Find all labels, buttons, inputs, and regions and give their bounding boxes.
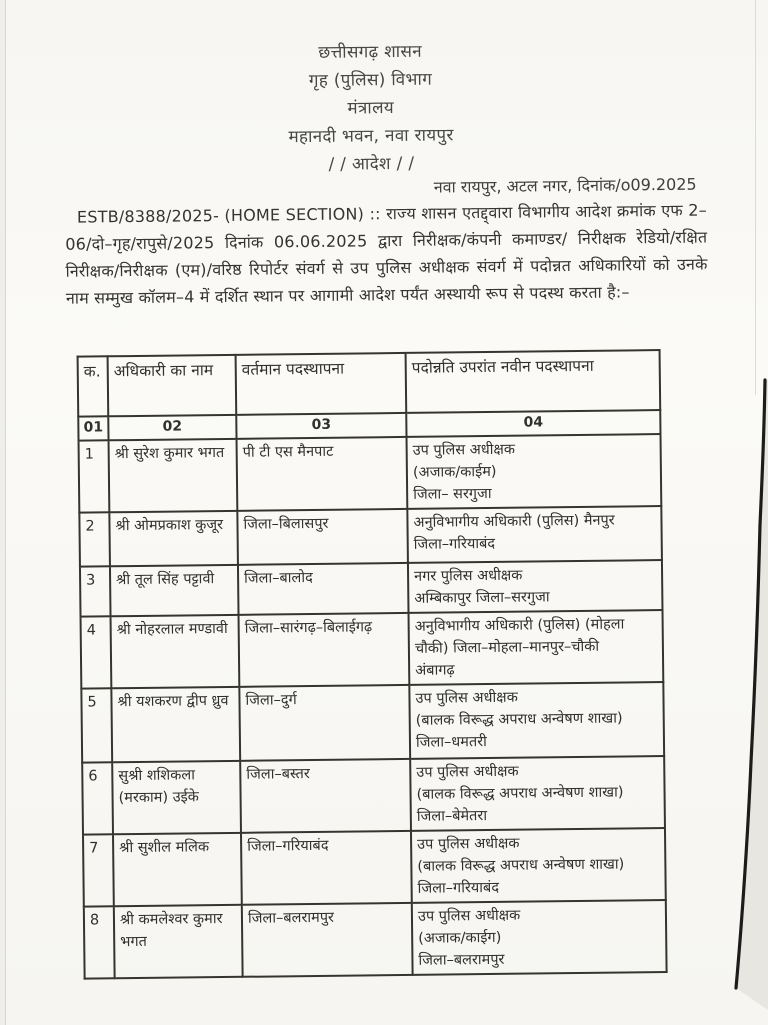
- officers-table: [77, 349, 668, 980]
- header-officer-name: अधिकारी का नाम: [108, 355, 237, 416]
- cell-serial: 6: [82, 762, 113, 834]
- cell-serial: 7: [83, 834, 114, 906]
- table-row: [84, 900, 667, 979]
- cell-serial: 2: [79, 512, 110, 566]
- order-body-paragraph: ESTB/8388/2025- (HOME SECTION) :: राज्य शासन एतद्द्वारा विभागीय आदेश क्रमांक एफ 2–06/दो–गृह/रापुसे/2025 दिनांक 06.06.2025 द्वारा निरीक्षक/कंपनी कमाण्डर/ निरीक्षक रेडियो/रक्षित निरीक्षक/निरीक्षक (एम)/वरिष्ठ रिपोर्टर संवर्ग से उप पुलिस अधीक्षक संवर्ग में पदोन्नत अधिकारियों को उनके नाम सम्मुख कॉलम–4 में दर्शित स्थान पर आगामी आदेश पर्यंत अस्थायी रूप से पदस्थ करता है:–: [65, 200, 708, 308]
- cell-officer-name: श्री नोहरलाल मण्डावी: [111, 615, 240, 688]
- col-number: 01: [78, 416, 108, 440]
- header-current-posting: वर्तमान पदस्थापना: [236, 353, 407, 415]
- cell-current-posting: जिला–दुर्ग: [239, 685, 410, 761]
- cell-new-posting: उप पुलिस अधीक्षक (बालक विरूद्ध अपराध अन्वेषण शाखा) जिला–गरियाबंद: [411, 828, 666, 903]
- cell-new-posting: नगर पुलिस अधीक्षक अम्बिकापुर जिला–सरगुजा: [408, 560, 663, 613]
- cell-new-posting: अनुविभागीय अधिकारी (पुलिस) मैनपुर जिला–गरियाबंद: [407, 506, 662, 563]
- cell-current-posting: जिला–बालोद: [238, 563, 409, 615]
- cell-serial: 4: [81, 616, 112, 688]
- cell-serial: 5: [81, 688, 112, 762]
- col-number: 03: [236, 413, 406, 439]
- cell-serial: 8: [84, 906, 115, 978]
- cell-current-posting: जिला–बलरामपुर: [242, 903, 413, 977]
- letterhead-ministry: मंत्रालय: [347, 98, 395, 119]
- table-row: [80, 560, 663, 617]
- col-number: 02: [108, 415, 236, 440]
- table-header-row: [78, 350, 661, 417]
- header-serial: क.: [78, 356, 109, 416]
- cell-new-posting: उप पुलिस अधीक्षक (अजाक/काईम) जिला– सरगुजा: [407, 434, 662, 509]
- header-new-posting: पदोन्नति उपरांत नवीन पदस्थापना: [406, 350, 661, 413]
- cell-current-posting: पी टी एस मैनपाट: [237, 437, 408, 511]
- table-row: [82, 756, 665, 835]
- cell-new-posting: उप पुलिस अधीक्षक (अजाक/काईग) जिला–बलरामपुर: [412, 900, 667, 975]
- table-row: [79, 434, 662, 513]
- table-row: [79, 506, 662, 567]
- table-row: [83, 828, 666, 907]
- cell-officer-name: श्री ओमप्रकाश कुजूर: [109, 511, 238, 566]
- cell-serial: 3: [80, 566, 111, 616]
- cell-officer-name: श्री कमलेश्वर कुमार भगत: [114, 905, 243, 978]
- letterhead-department: गृह (पुलिस) विभाग: [308, 69, 433, 92]
- cell-officer-name: श्री सुरेश कुमार भगत: [109, 439, 238, 512]
- cell-officer-name: सुश्री शशिकला (मरकाम) उईके: [112, 761, 241, 834]
- cell-current-posting: जिला–बस्तर: [240, 759, 411, 833]
- table-row: [81, 610, 664, 689]
- cell-serial: 1: [79, 440, 110, 512]
- cell-current-posting: जिला–सारंगढ़–बिलाईगढ़: [239, 613, 410, 687]
- col-number: 04: [406, 410, 660, 437]
- cell-officer-name: श्री यशकरण द्वीप ध्रुव: [111, 687, 240, 762]
- letterhead: [170, 36, 572, 181]
- cell-current-posting: जिला–गरियाबंद: [241, 831, 412, 905]
- order-title: / / आदेश / /: [328, 153, 415, 175]
- letterhead-government: छत्तीसगढ़ शासन: [318, 41, 423, 63]
- cell-officer-name: श्री सुशील मलिक: [113, 833, 242, 906]
- cell-officer-name: श्री तूल सिंह पट्टावी: [110, 565, 239, 616]
- place-date-line: नवा रायपुर, अटल नगर, दिनांक/o09.2025: [433, 174, 697, 197]
- cell-new-posting: उप पुलिस अधीक्षक (बालक विरूद्ध अपराध अन्वेषण शाखा) जिला–बेमेतरा: [410, 756, 665, 831]
- cell-new-posting: उप पुलिस अधीक्षक (बालक विरूद्ध अपराध अन्वेषण शाखा) जिला–धमतरी: [409, 682, 664, 759]
- table-row: [81, 682, 664, 763]
- cell-current-posting: जिला–बिलासपुर: [237, 509, 408, 565]
- cell-new-posting: अनुविभागीय अधिकारी (पुलिस) (मोहला चौकी) जिला–मोहला–मानपुर–चौकी अंबागढ़: [409, 610, 664, 685]
- letterhead-address: महानदी भवन, नवा रायपुर: [288, 125, 454, 148]
